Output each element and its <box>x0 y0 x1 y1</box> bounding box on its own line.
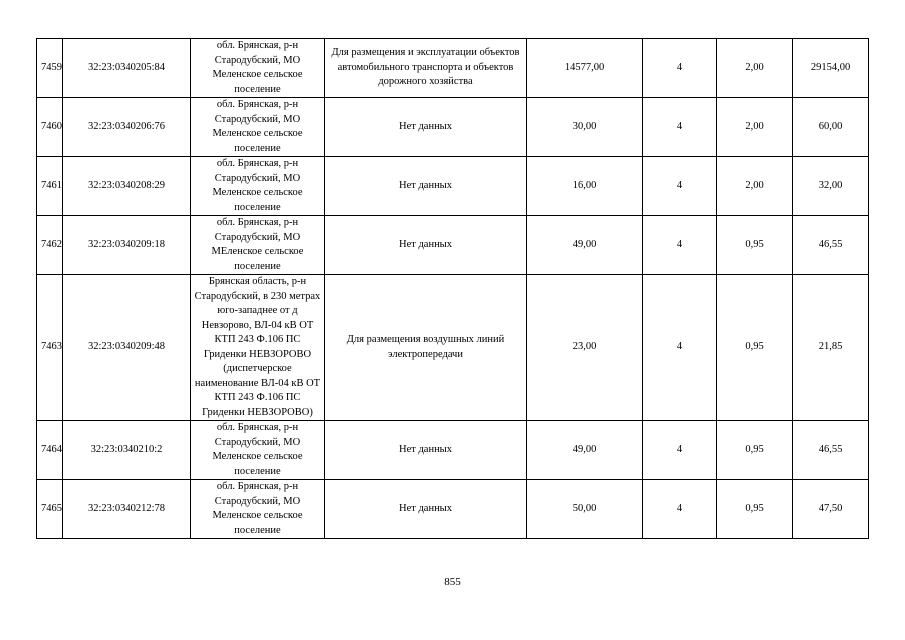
cadastral-number: 32:23:0340206:76 <box>63 98 191 157</box>
category-cell: 4 <box>643 480 717 539</box>
area-cell: 14577,00 <box>527 39 643 98</box>
rate-cell: 2,00 <box>717 157 793 216</box>
rate-cell: 0,95 <box>717 275 793 421</box>
total-cell: 47,50 <box>793 480 869 539</box>
purpose-cell: Нет данных <box>325 216 527 275</box>
table-row <box>37 216 869 275</box>
total-cell: 46,55 <box>793 216 869 275</box>
category-cell: 4 <box>643 39 717 98</box>
rate-cell: 2,00 <box>717 98 793 157</box>
purpose-cell: Для размещения воздушных линий электропередачи <box>325 275 527 421</box>
category-cell: 4 <box>643 157 717 216</box>
table-row <box>37 275 869 421</box>
row-number: 7464 <box>37 421 63 480</box>
address-cell: обл. Брянская, р-н Стародубский, МО Меленское сельское поселение <box>191 157 325 216</box>
total-cell: 29154,00 <box>793 39 869 98</box>
total-cell: 46,55 <box>793 421 869 480</box>
area-cell: 49,00 <box>527 421 643 480</box>
purpose-cell: Для размещения и эксплуатации объектов автомобильного транспорта и объектов дорожного хозяйства <box>325 39 527 98</box>
rate-cell: 0,95 <box>717 216 793 275</box>
table-row <box>37 480 869 539</box>
purpose-cell: Нет данных <box>325 480 527 539</box>
area-cell: 30,00 <box>527 98 643 157</box>
rate-cell: 0,95 <box>717 421 793 480</box>
area-cell: 49,00 <box>527 216 643 275</box>
address-cell: обл. Брянская, р-н Стародубский, МО Меленское сельское поселение <box>191 480 325 539</box>
purpose-cell: Нет данных <box>325 98 527 157</box>
address-cell: обл. Брянская, р-н Стародубский, МО Меленское сельское поселение <box>191 98 325 157</box>
total-cell: 32,00 <box>793 157 869 216</box>
row-number: 7465 <box>37 480 63 539</box>
table-row <box>37 39 869 98</box>
address-cell: Брянская область, р-н Стародубский, в 230 метрах юго-западнее от д Невзорово, ВЛ-04 кВ ОТ КТП 243 Ф.106 ПС Гриденки НЕВЗОРОВО (диспетчерское наименование ВЛ-04 кВ ОТ КТП 243 Ф.106 ПС Гриденки НЕВЗОРОВО) <box>191 275 325 421</box>
address-cell: обл. Брянская, р-н Стародубский, МО Меленское сельское поселение <box>191 421 325 480</box>
area-cell: 16,00 <box>527 157 643 216</box>
cadastral-number: 32:23:0340208:29 <box>63 157 191 216</box>
rate-cell: 0,95 <box>717 480 793 539</box>
total-cell: 60,00 <box>793 98 869 157</box>
area-cell: 23,00 <box>527 275 643 421</box>
cadastral-number: 32:23:0340205:84 <box>63 39 191 98</box>
cadastral-number: 32:23:0340209:18 <box>63 216 191 275</box>
cadastral-number: 32:23:0340212:78 <box>63 480 191 539</box>
row-number: 7463 <box>37 275 63 421</box>
address-cell: обл. Брянская, р-н Стародубский, МО Меленское сельское поселение <box>191 39 325 98</box>
category-cell: 4 <box>643 275 717 421</box>
category-cell: 4 <box>643 216 717 275</box>
area-cell: 50,00 <box>527 480 643 539</box>
table-row <box>37 157 869 216</box>
purpose-cell: Нет данных <box>325 157 527 216</box>
table-row <box>37 98 869 157</box>
row-number: 7459 <box>37 39 63 98</box>
total-cell: 21,85 <box>793 275 869 421</box>
cadastral-number: 32:23:0340209:48 <box>63 275 191 421</box>
table-row <box>37 421 869 480</box>
purpose-cell: Нет данных <box>325 421 527 480</box>
category-cell: 4 <box>643 421 717 480</box>
cadastral-number: 32:23:0340210:2 <box>63 421 191 480</box>
row-number: 7462 <box>37 216 63 275</box>
land-plots-table <box>36 38 869 539</box>
row-number: 7461 <box>37 157 63 216</box>
table-body <box>37 39 869 539</box>
address-cell: обл. Брянская, р-н Стародубский, МО МЕленское сельское поселение <box>191 216 325 275</box>
page-number: 855 <box>444 576 461 588</box>
rate-cell: 2,00 <box>717 39 793 98</box>
category-cell: 4 <box>643 98 717 157</box>
row-number: 7460 <box>37 98 63 157</box>
